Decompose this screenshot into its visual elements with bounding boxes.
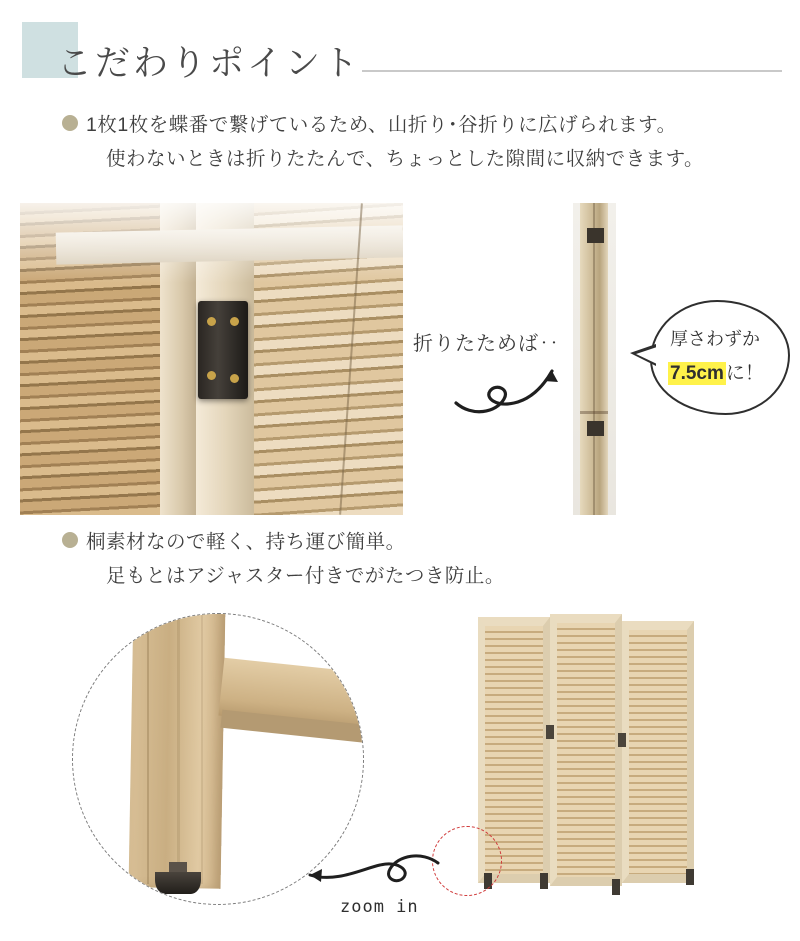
thickness-suffix: に！: [725, 363, 764, 384]
thickness-callout-bubble: [650, 300, 790, 415]
adjuster-foot: [686, 869, 694, 885]
bubble-tail-inner: [636, 347, 657, 364]
adjuster-foot: [612, 879, 620, 895]
bullet-dot-icon: [62, 115, 78, 131]
panel-seam: [593, 203, 595, 515]
page-title: こだわりポイント: [57, 44, 362, 83]
hinge-hardware: [546, 725, 554, 739]
hinge-hardware: [618, 733, 626, 747]
bubble-text-line-1: 厚さわずか: [670, 329, 760, 349]
zoom-arrow-icon: [292, 845, 442, 900]
photo-highlight: [20, 203, 403, 283]
header-divider: [362, 70, 782, 72]
hinge-hardware: [587, 421, 604, 436]
bullet-line-1: 桐素材なので軽く、持ち運び簡単。: [86, 531, 406, 553]
panel-joint: [580, 411, 608, 414]
wood-grain: [177, 614, 180, 884]
zoom-target-circle: [432, 826, 502, 896]
hinge-hardware: [587, 228, 604, 243]
bullet-dot-icon: [62, 532, 78, 548]
screw-icon: [230, 317, 239, 326]
fold-caption: 折りたためば‥: [413, 333, 560, 355]
screen-panel: [550, 614, 622, 886]
hinge-closeup-photo: [20, 203, 403, 515]
bullet-line-2: 足もとはアジャスター付きでがたつき防止。: [106, 565, 505, 587]
bullet-line-2: 使わないときは折りたたんで、ちょっとした隙間に収納できます。: [106, 148, 705, 170]
folded-screen-photo: [573, 203, 616, 515]
thickness-highlight: 7.5cm: [670, 363, 724, 384]
page-header: [0, 0, 800, 96]
screen-panel: [622, 621, 694, 883]
adjuster-foot: [155, 872, 201, 894]
bullet-block-material: [62, 525, 505, 593]
wood-grain: [201, 614, 203, 884]
wood-grain: [147, 614, 149, 884]
bullet-block-folding: [62, 108, 704, 176]
curved-arrow-icon: [452, 355, 572, 417]
zoom-in-label: zoom in: [340, 897, 419, 917]
hinge-hardware: [198, 301, 248, 399]
bullet-line-1: 1枚1枚を蝶番で繋げているため、山折り･谷折りに広げられます。: [86, 114, 677, 136]
bubble-text-line-2: [668, 358, 764, 385]
screw-icon: [230, 374, 239, 383]
adjuster-foot: [540, 873, 548, 889]
